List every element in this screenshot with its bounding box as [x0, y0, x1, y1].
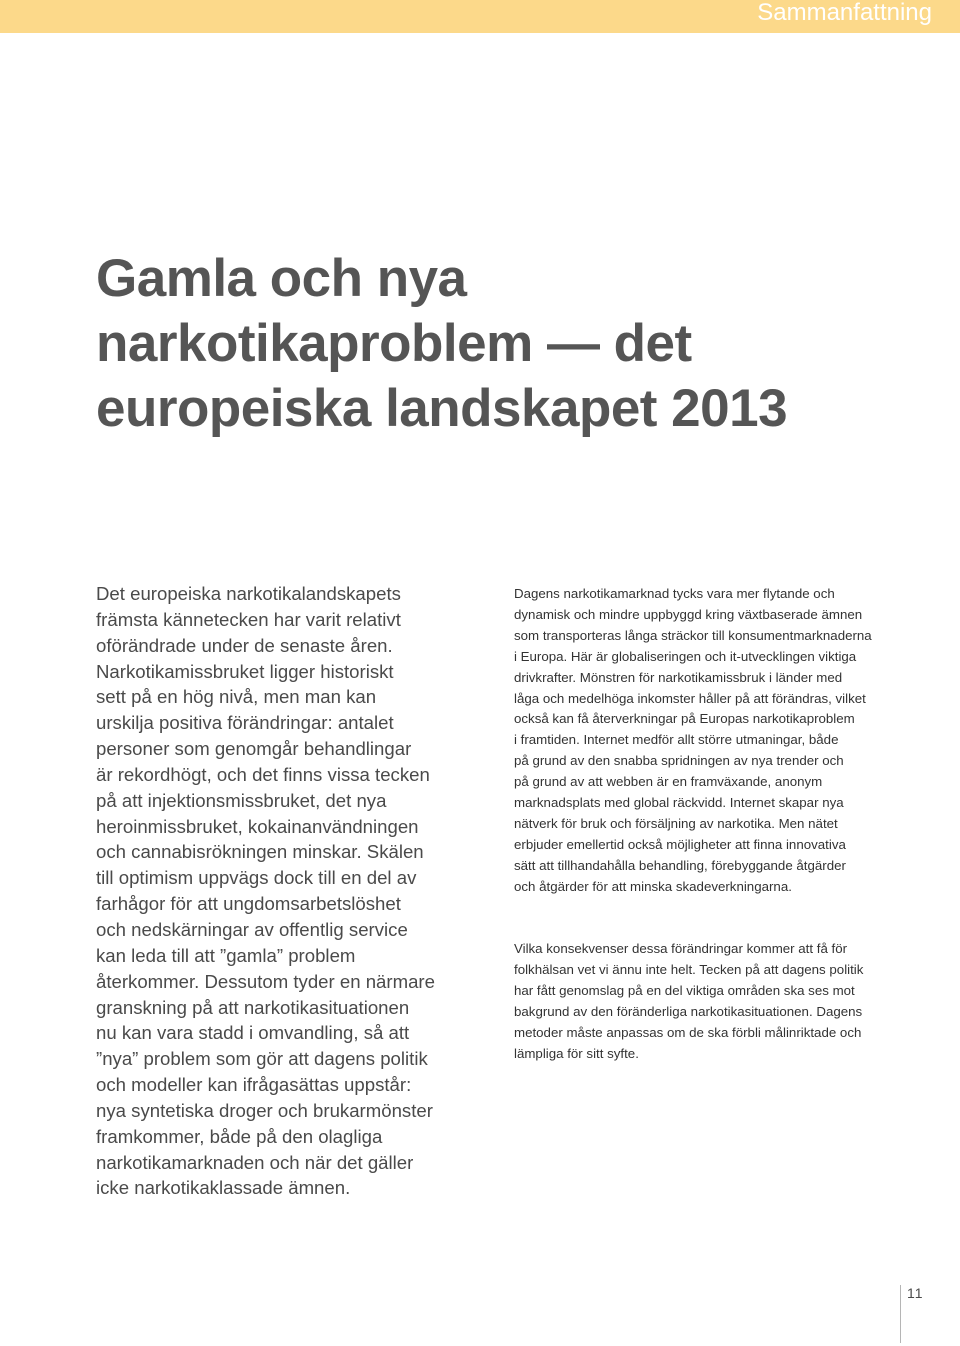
text-line: och cannabisrökningen minskar. Skälen: [96, 841, 424, 863]
text-line: återkommer. Dessutom tyder en närmare: [96, 970, 435, 992]
text-line: urskilja positiva förändringar: antalet: [96, 712, 394, 734]
text-line: metoder måste anpassas om de ska förbli målinriktade och: [514, 1025, 862, 1041]
text-line: ”nya” problem som gör att dagens politik: [96, 1048, 428, 1070]
text-line: på grund av att webben är en framväxande, anonym: [514, 774, 823, 790]
text-line: Dagens narkotikamarknad tycks vara mer flytande och: [514, 586, 835, 601]
text-line: icke narkotikaklassade ämnen.: [96, 1177, 351, 1199]
text-line: sätt att tillhandahålla behandling, förebyggande åtgärder: [514, 857, 846, 873]
text-line: Vilka konsekvenser dessa förändringar kommer att få för: [514, 941, 848, 957]
page-number: 11: [907, 1285, 924, 1301]
text-line: nya syntetiska droger och brukarmönster: [96, 1099, 433, 1121]
text-line: marknadsplats med global räckvidd. Internet skapar nya: [514, 795, 844, 811]
text-line: Narkotikamissbruket ligger historiskt: [96, 660, 394, 682]
page-number-divider: [900, 1285, 901, 1343]
text-line: granskning på att narkotikasituationen: [96, 996, 410, 1018]
text-line: narkotikamarknaden och när det gäller: [96, 1151, 414, 1173]
text-line: Det europeiska narkotikalandskapets: [96, 583, 401, 604]
text-line: och åtgärder för att minska skadeverkningarna.: [514, 878, 792, 894]
header-bar: [0, 0, 960, 33]
text-line: på grund av den snabba spridningen av nya trender och: [514, 753, 844, 769]
text-line: lämpliga för sitt syfte.: [514, 1045, 639, 1061]
text-line: nu kan vara stadd i omvandling, så att: [96, 1022, 410, 1044]
text-line: i Europa. Här är globaliseringen och it-utvecklingen viktiga: [514, 648, 857, 664]
text-line: har fått genomslag på en del viktiga områden ska ses mot: [514, 983, 855, 999]
title-line: Gamla och nya: [96, 249, 467, 308]
body-paragraph: [514, 584, 914, 898]
title-line: europeiska landskapet 2013: [96, 379, 788, 438]
text-line: folkhälsan vet vi ännu inte helt. Tecken på att dagens politik: [514, 962, 864, 978]
text-line: nätverk för bruk och försäljning av narkotika. Men nätet: [514, 815, 838, 831]
text-line: är rekordhögt, och det finns vissa tecken: [96, 763, 430, 785]
text-line: och nedskärningar av offentlig service: [96, 918, 408, 940]
page-title: [96, 246, 896, 441]
text-line: heroinmissbruket, kokainanvändningen: [96, 815, 419, 837]
text-line: bakgrund av den föränderliga narkotikasituationen. Dagens: [514, 1004, 863, 1020]
text-line: i framtiden. Internet medför allt större utmaningar, både: [514, 732, 839, 748]
text-line: sett på en hög nivå, men man kan: [96, 686, 377, 708]
text-line: som transporteras långa sträckor till konsumentmarknaderna: [514, 627, 872, 643]
text-line: och modeller kan ifrågasättas uppstår:: [96, 1074, 412, 1096]
text-line: främsta kännetecken har varit relativt: [96, 608, 401, 630]
intro-paragraph: [96, 581, 476, 1201]
text-line: till optimism uppvägs dock till en del av: [96, 867, 417, 889]
title-line: narkotikaproblem — det: [96, 314, 692, 373]
body-paragraph: [514, 939, 914, 1064]
text-line: kan leda till att ”gamla” problem: [96, 944, 356, 966]
body-column: [514, 584, 914, 1065]
text-line: dynamisk och mindre uppbyggd kring växtbaserade ämnen: [514, 606, 863, 622]
text-line: personer som genomgår behandlingar: [96, 738, 412, 760]
text-line: oförändrade under de senaste åren.: [96, 634, 393, 656]
text-line: låga och medelhöga inkomster håller på att förändras, vilket: [514, 690, 866, 706]
text-line: erbjuder emellertid också möjligheter att finna innovativa: [514, 836, 846, 852]
section-label: Sammanfattning: [757, 0, 932, 26]
text-line: farhågor för att ungdomsarbetslöshet: [96, 893, 401, 915]
text-line: drivkrafter. Mönstren för narkotikamissbruk i länder med: [514, 669, 843, 685]
text-line: också kan få återverkningar på Europas narkotikaproblem: [514, 711, 855, 727]
text-line: framkommer, både på den olagliga: [96, 1125, 383, 1147]
text-line: på att injektionsmissbruket, det nya: [96, 789, 387, 811]
